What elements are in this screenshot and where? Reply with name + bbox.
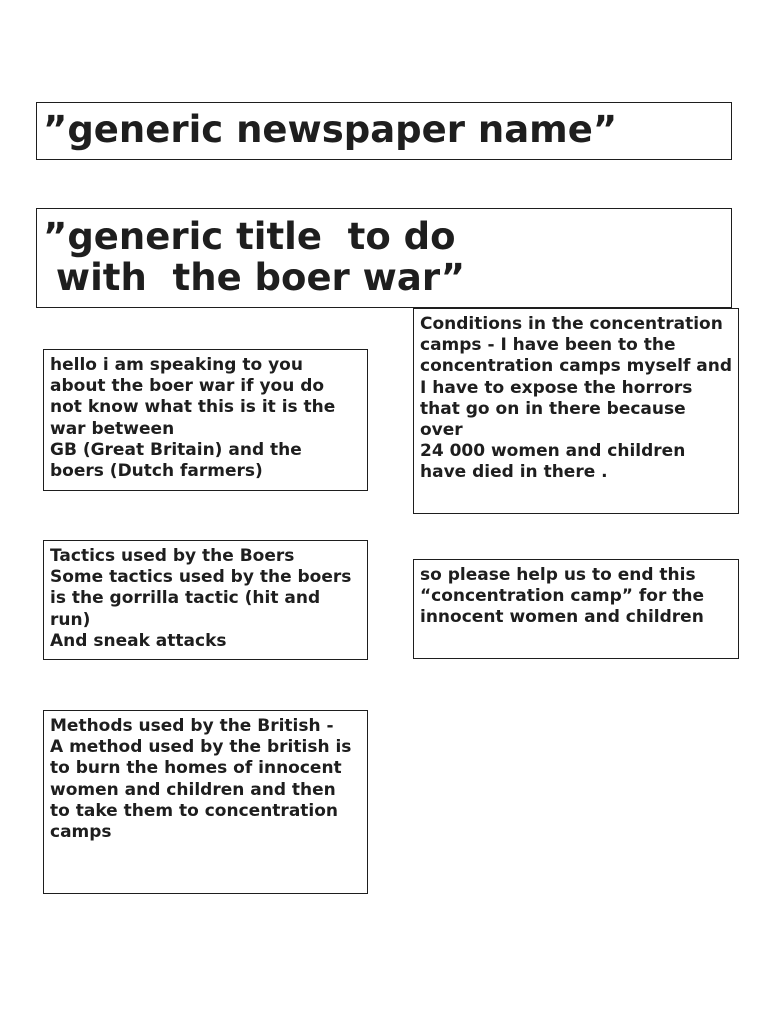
tactics-text: Tactics used by the Boers Some tactics used by the boers is the gorrilla tactic (hit and run) And sneak attacks — [50, 546, 352, 651]
methods-text: Methods used by the British - A method used by the british is to burn the homes of innocent women and children and then to take them to concentration camps — [50, 716, 352, 843]
tactics-text-box — [43, 540, 368, 660]
intro-text: hello i am speaking to you about the boer war if you do not know what this is it is the war between GB (Great Britain) and the boers (Dutch farmers) — [50, 355, 336, 482]
newspaper-name-box — [36, 102, 732, 160]
methods-text-box — [43, 710, 368, 894]
appeal-text-box — [413, 559, 739, 659]
intro-text-box — [43, 349, 368, 491]
conditions-text: Conditions in the concentration camps - I have been to the concentration camps myself and I have to expose the horrors that go on in there because over 24 000 women and children have died in there . — [420, 314, 733, 483]
newspaper-name: ”generic newspaper name” — [43, 108, 618, 151]
article-title: ”generic title to do with the boer war” — [43, 215, 466, 299]
conditions-text-box — [413, 308, 739, 514]
appeal-text: so please help us to end this “concentration camp” for the innocent women and children — [420, 565, 705, 628]
article-title-box — [36, 208, 732, 308]
